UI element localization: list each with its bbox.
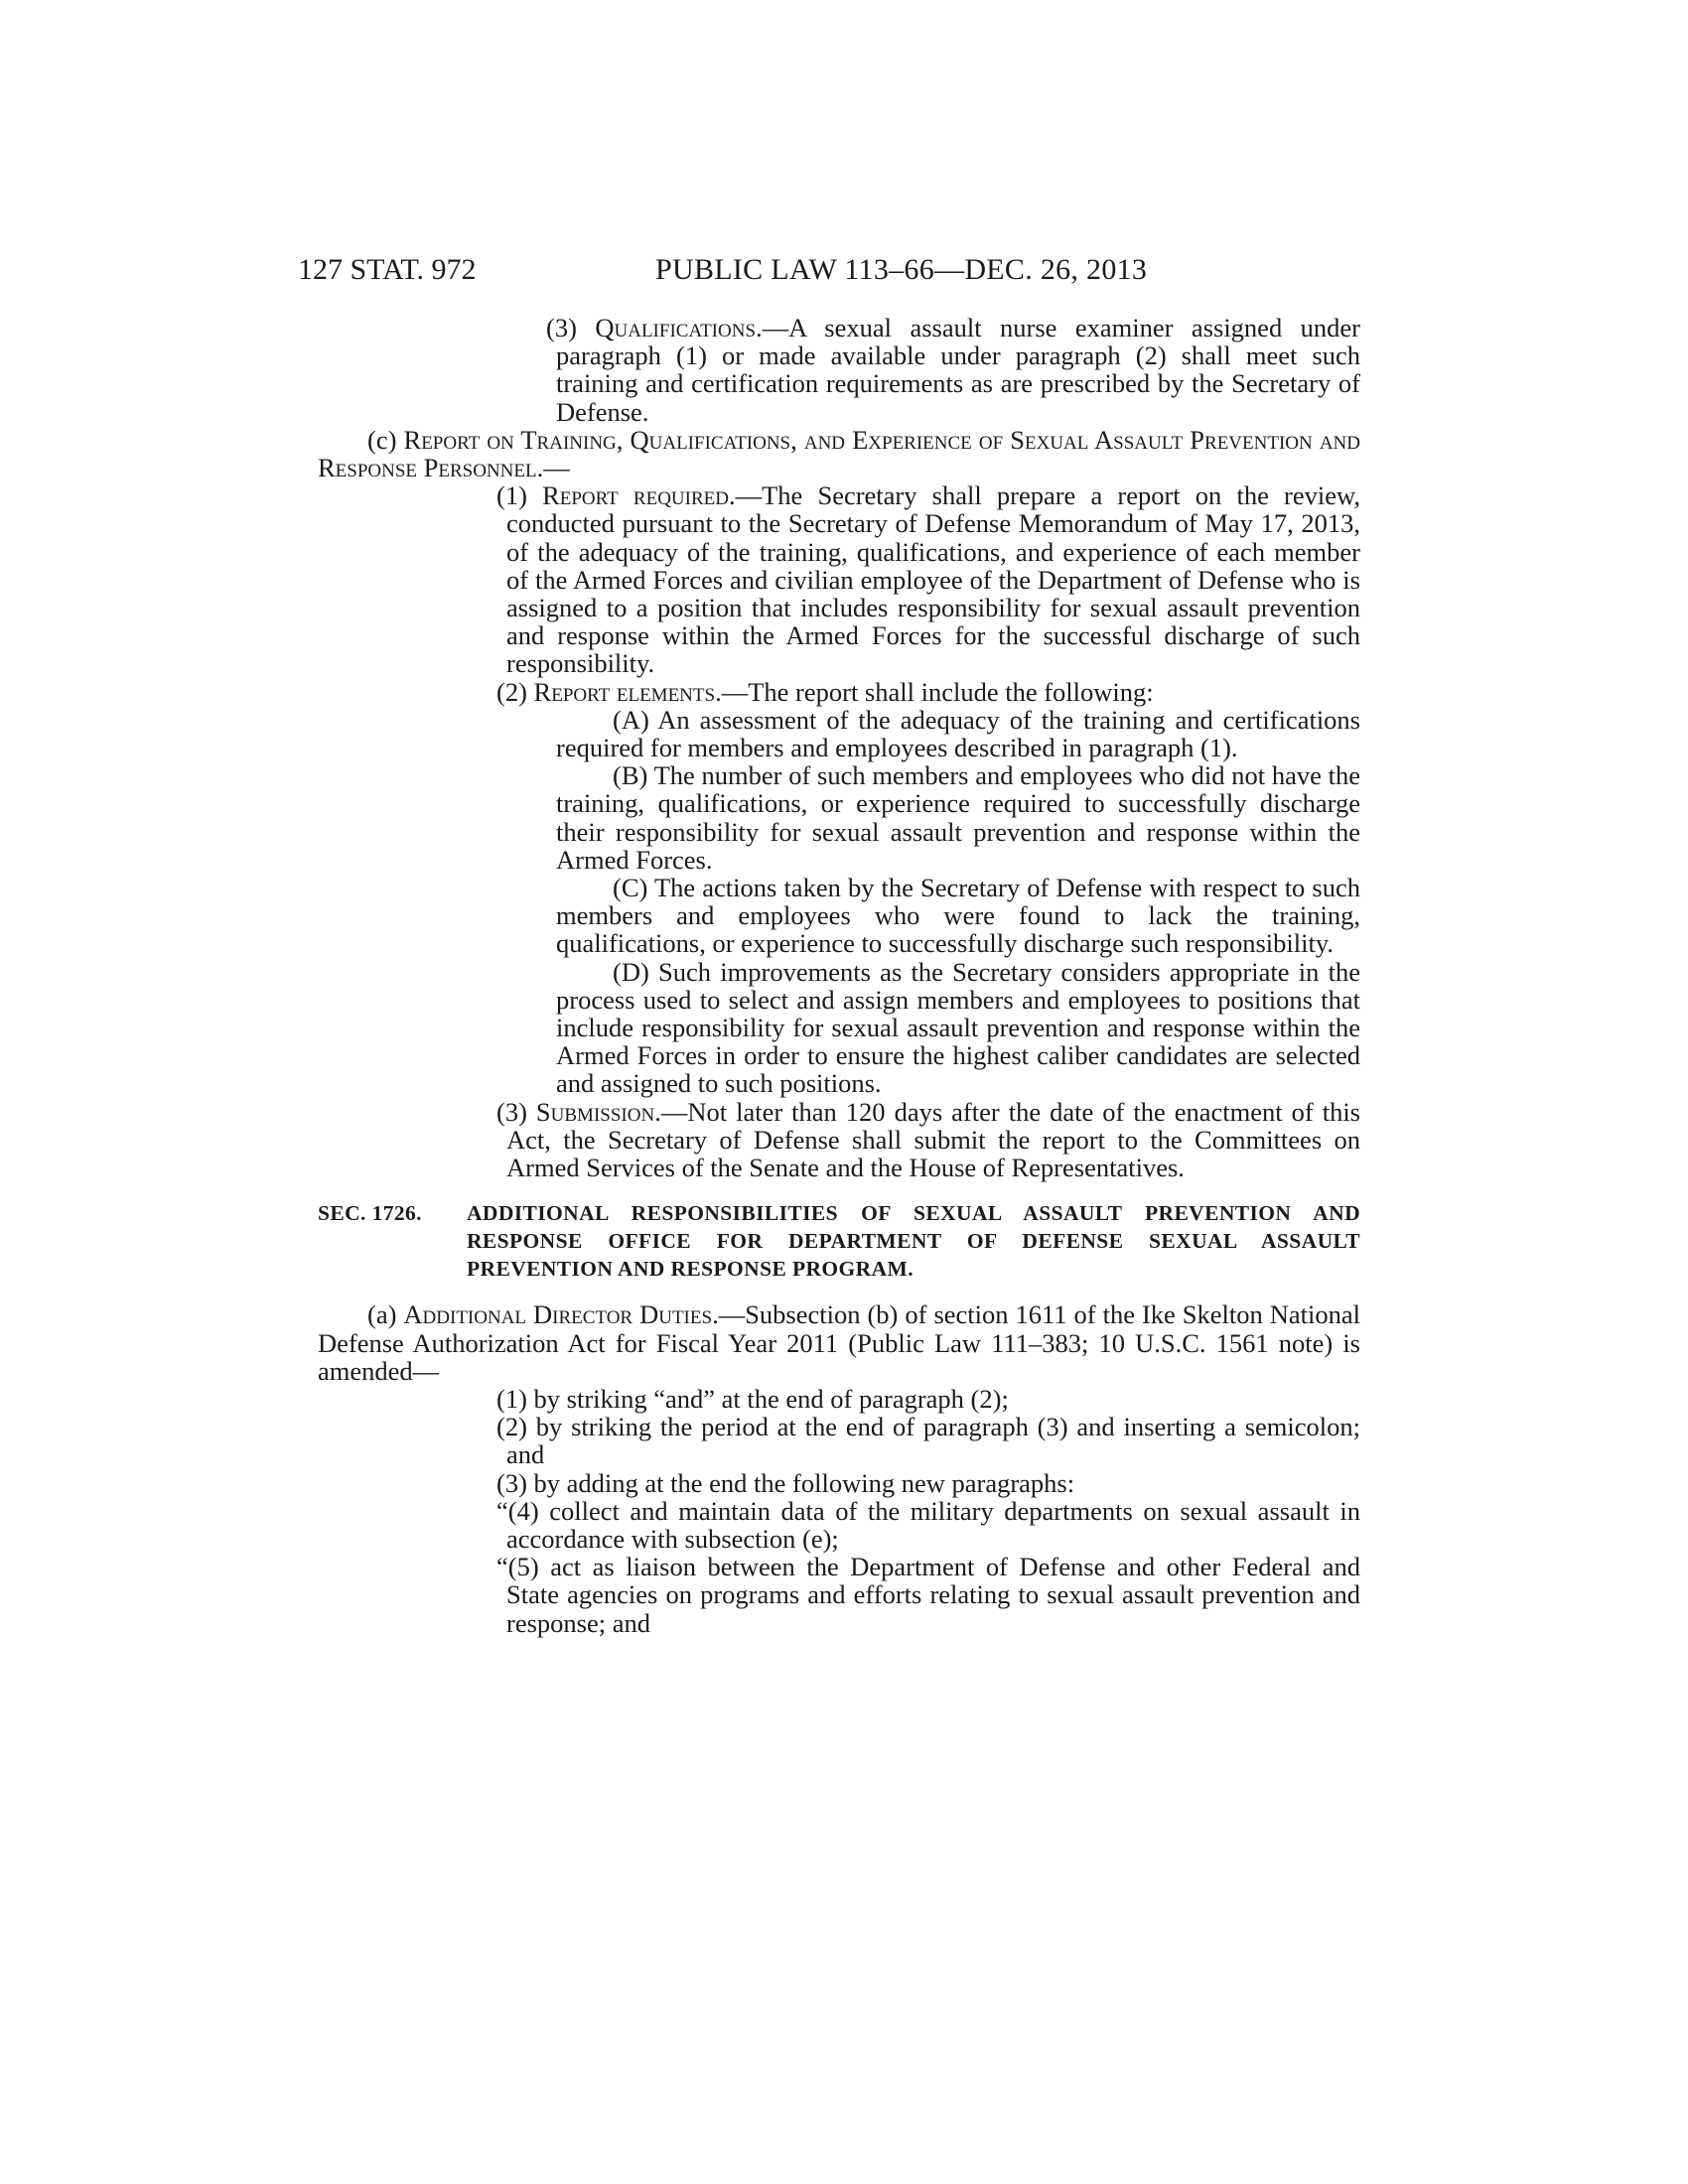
paragraph-text: .—The Secretary shall prepare a report on the review, conducted pursuant to the Secretary of Defense Memorandum of May 17, 2013, of the adequacy of the training, qualifications, and experience of each member of the Armed Forces and civilian employee of the Department of Defense who is assigned to a position that includes responsibility for sexual assault prevention and response within the Armed Forces for the successful discharge of such responsibility. (506, 480, 1360, 679)
section-number: SEC. 1726. (318, 1201, 422, 1226)
statute-page-number: 127 STAT. 972 (298, 253, 477, 286)
running-title: PUBLIC LAW 113–66—DEC. 26, 2013 (655, 253, 1148, 286)
page-body (318, 313, 1360, 1638)
subsection-heading: Report on Training, Qualifications, and Experience of Sexual Assault Prevention and Response Personnel (318, 424, 1360, 483)
subsection-number: (c) (367, 424, 397, 455)
subparagraph-B: (B) The number of such members and employees who did not have the training, qualifications, or experience required to successfully discharge their responsibility for sexual assault prevention and response within the Armed Forces. (556, 760, 1360, 875)
paragraph-heading: Report elements (533, 676, 716, 707)
paragraph-c1 (447, 481, 1360, 677)
paragraph-c2 (447, 678, 1360, 706)
paragraph-text: .—A sexual assault nurse examiner assigned under paragraph (1) or made available under paragraph (2) shall meet such training and certification requirements as are prescribed by the Secretary of Defense. (556, 313, 1360, 427)
paragraph-heading: Submission (535, 1096, 655, 1127)
paragraph-number: (2) (496, 676, 527, 707)
subparagraph-C: (C) The actions taken by the Secretary of Defense with respect to such members and employees who were found to lack the training, qualifications, or experience to successfully discharge such responsibility. (556, 873, 1360, 959)
amendment-item-3: (3) by adding at the end the following new paragraphs: (496, 1467, 1075, 1498)
paragraph-number: (1) (496, 480, 527, 511)
section-title: ADDITIONAL RESPONSIBILITIES OF SEXUAL ASSAULT PREVENTION AND RESPONSE OFFICE FOR DEPARTMENT OF DEFENSE SEXUAL ASSAULT PREVENTION AND RESPONSE PROGRAM. (467, 1201, 1360, 1282)
paragraph-b3 (496, 314, 1360, 426)
paragraph-number: (3) (496, 1096, 527, 1127)
amendment-item-1: (1) by striking “and” at the end of paragraph (2); (496, 1383, 1009, 1414)
subsection-text: .—Subsection (b) of section 1611 of the Ike Skelton National Defense Authorization Act for Fiscal Year 2011 (Public Law 111–383; 10 U.S.C. 1561 note) is amended— (318, 1299, 1360, 1386)
paragraph-heading: Qualifications (595, 313, 757, 342)
paragraph-heading: Report required (542, 480, 729, 511)
section-heading (318, 1199, 1360, 1283)
amendment-item-4: “(4) collect and maintain data of the military departments on sexual assault in accordance with subsection (e); (496, 1495, 1360, 1554)
subsection-number: (a) (367, 1299, 397, 1330)
subparagraph-D: (D) Such improvements as the Secretary considers appropriate in the process used to select and assign members and employees to positions that include responsibility for sexual assault prevention and response within the Armed Forces in order to ensure the highest caliber candidates are selected and assigned to such positions. (556, 956, 1360, 1099)
heading-dash: .— (536, 453, 570, 483)
page-header (298, 250, 1370, 290)
subsection-a (318, 1300, 1360, 1385)
paragraph-text: .—Not later than 120 days after the date of the enactment of this Act, the Secretary of Defense shall submit the report to the Committees on Armed Services of the Senate and the House of Representatives. (506, 1096, 1360, 1183)
subsection-c-heading (318, 426, 1360, 481)
subparagraph-A: (A) An assessment of the adequacy of the training and certifications required for members and employees described in paragraph (1). (556, 704, 1360, 763)
paragraph-c3 (447, 1098, 1360, 1182)
amendment-item-2: (2) by striking the period at the end of paragraph (3) and inserting a semicolon; and (496, 1412, 1360, 1470)
amendment-item-5: “(5) act as liaison between the Department of Defense and other Federal and State agencies on programs and efforts relating to sexual assault prevention and response; and (496, 1552, 1360, 1638)
paragraph-number: (3) (546, 313, 577, 342)
paragraph-text: .—The report shall include the following: (715, 676, 1154, 707)
subsection-heading: Additional Director Duties (403, 1299, 713, 1330)
